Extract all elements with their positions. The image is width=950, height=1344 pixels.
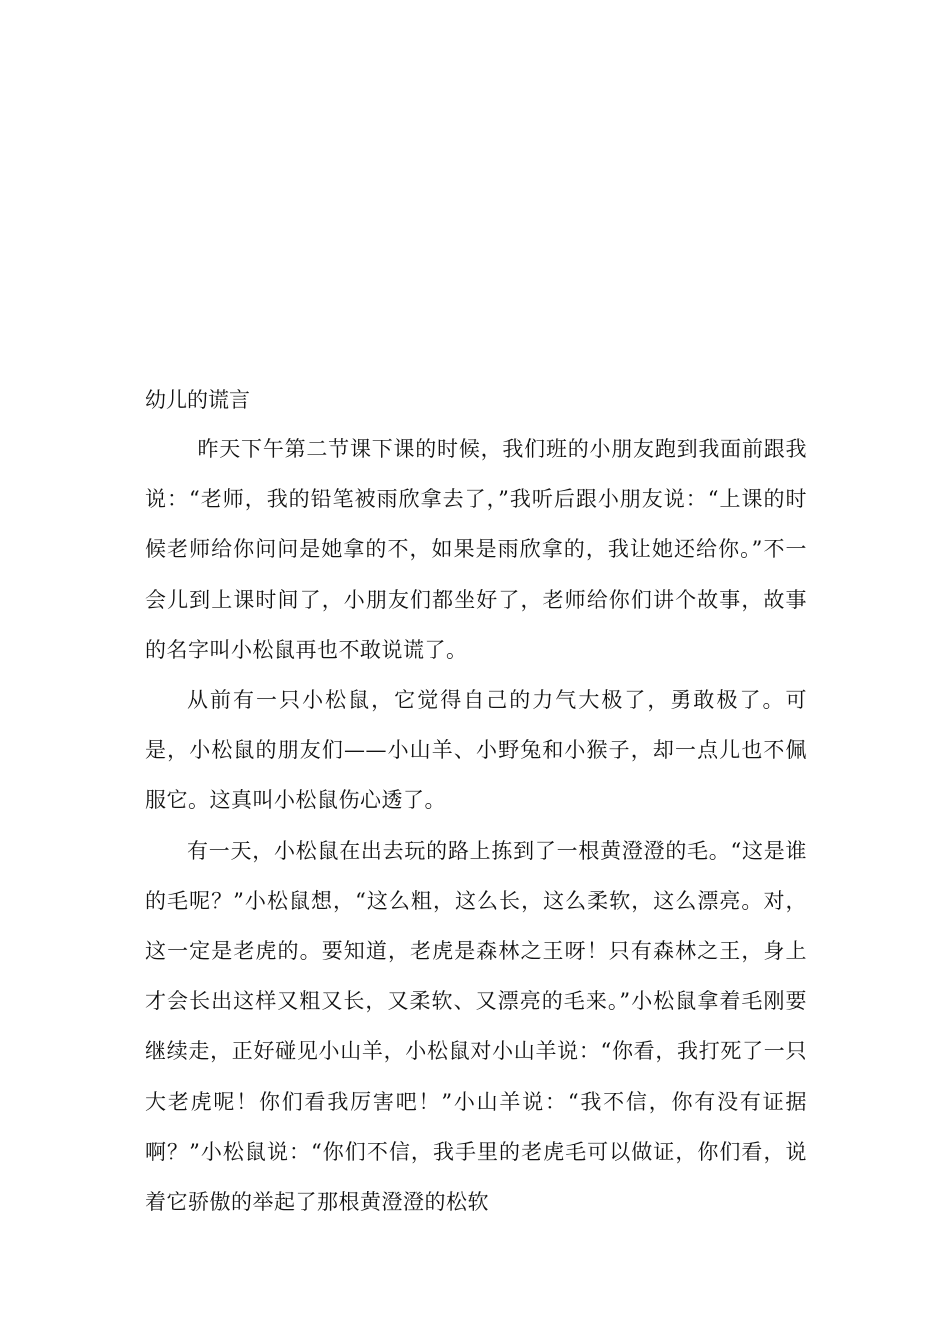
paragraph-3: 有一天，小松鼠在出去玩的路上拣到了一根黄澄澄的毛。“这是谁的毛呢？”小松鼠想，“这么粗，这么长，这么柔软，这么漂亮。对，这一定是老虎的。要知道，老虎是森林之王呀！只有森林之王，身上才会长出这样又粗又长，又柔软、又漂亮的毛来。”小松鼠拿着毛刚要继续走，正好碰见小山羊，小松鼠对小山羊说：“你看，我打死了一只大老虎呢！你们看我厉害吧！”小山羊说：“我不信，你有没有证据啊？”小松鼠说：“你们不信，我手里的老虎毛可以做证，你们看，说着它骄傲的举起了那根黄澄澄的松软	[145, 838, 807, 1215]
document-body	[145, 378, 807, 1227]
paragraph-2: 从前有一只小松鼠，它觉得自己的力气大极了，勇敢极了。可是，小松鼠的朋友们——小山羊、小野兔和小猴子，却一点儿也不佩服它。这真叫小松鼠伤心透了。	[145, 688, 807, 813]
document-title: 幼儿的谎言	[145, 388, 250, 412]
paragraph-1: 昨天下午第二节课下课的时候，我们班的小朋友跑到我面前跟我说：“老师，我的铅笔被雨欣拿去了，”我听后跟小朋友说：“上课的时候老师给你问问是她拿的不，如果是雨欣拿的，我让她还给你。”不一会儿到上课时间了，小朋友们都坐好了，老师给你们讲个故事，故事的名字叫小松鼠再也不敢说谎了。	[145, 437, 807, 662]
